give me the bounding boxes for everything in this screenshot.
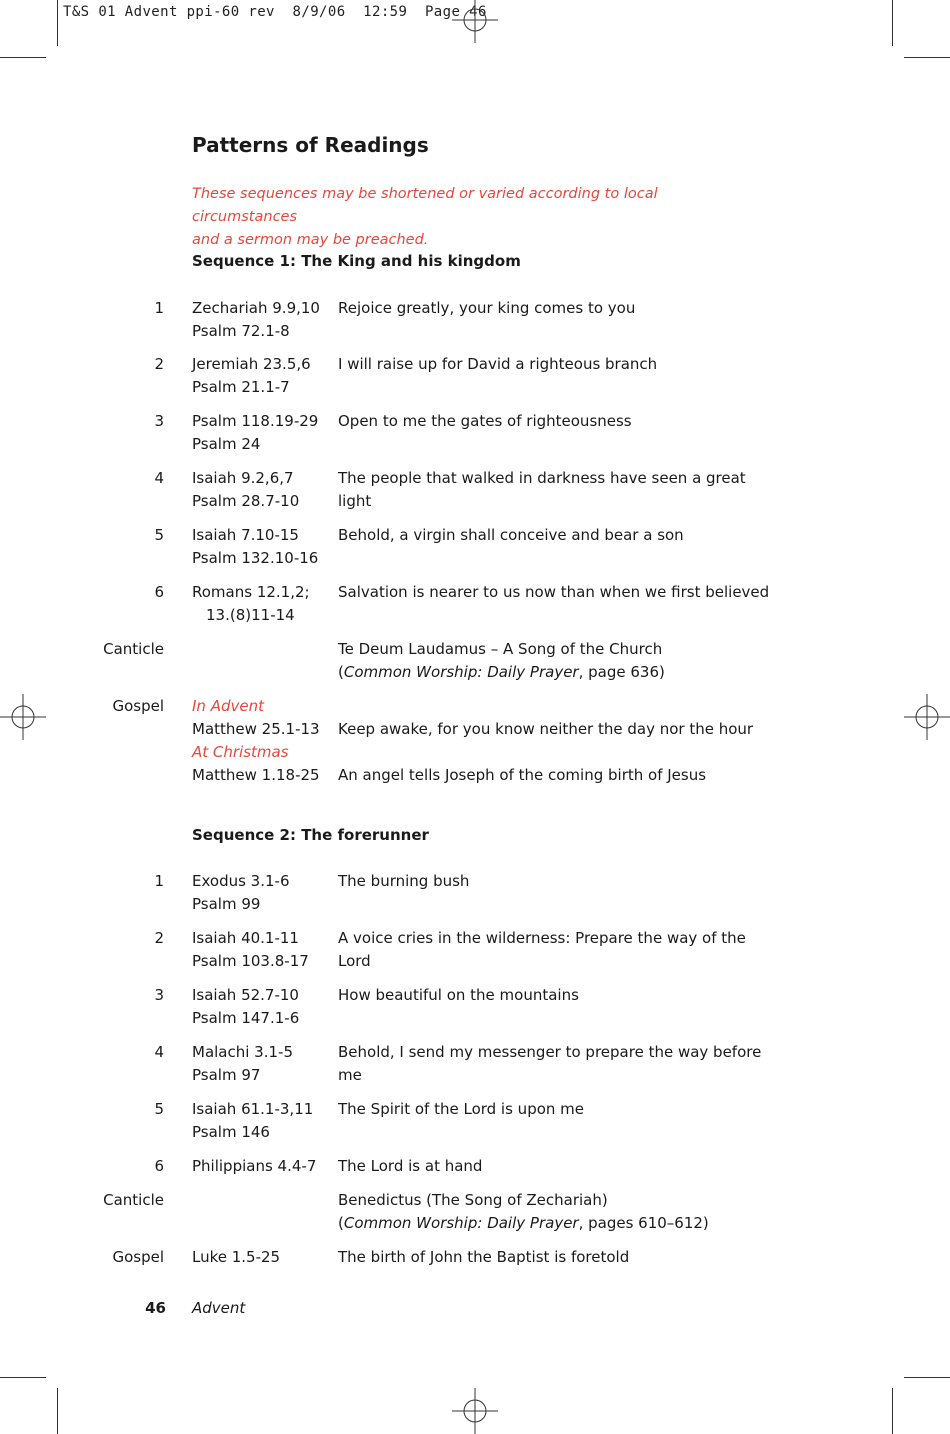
reading-refs — [192, 927, 327, 973]
print-slug: T&S 01 Advent ppi-60 rev 8/9/06 12:59 Page 46 — [63, 4, 487, 20]
reading-number: 3 — [154, 986, 164, 1004]
psalm-ref: Psalm 146 — [192, 1123, 270, 1141]
psalm-ref: Psalm 147.1-6 — [192, 1009, 300, 1027]
canticle-description — [338, 1189, 778, 1235]
reading-description: Rejoice greatly, your king comes to you — [338, 299, 636, 317]
crop-mark — [892, 1388, 893, 1434]
sequence-1-heading: Sequence 1: The King and his kingdom — [192, 252, 521, 270]
reading-refs — [192, 524, 327, 570]
crop-mark — [57, 0, 58, 46]
gospel-ref: Matthew 25.1-13 — [192, 720, 320, 738]
psalm-ref: Psalm 103.8-17 — [192, 952, 309, 970]
source-page: , page 636) — [578, 663, 665, 681]
running-footer: Advent — [192, 1299, 246, 1317]
reading-number: 5 — [154, 1100, 164, 1118]
source-title: Common Worship: Daily Prayer — [343, 1214, 579, 1232]
gospel-ref: Matthew 1.18-25 — [192, 766, 320, 784]
reading-number: 6 — [154, 1157, 164, 1175]
psalm-ref: Psalm 72.1-8 — [192, 322, 290, 340]
reading-description: How beautiful on the mountains — [338, 986, 579, 1004]
gospel-label: Gospel — [112, 1248, 164, 1266]
reading-refs — [192, 581, 327, 627]
gospel-ref: Luke 1.5-25 — [192, 1248, 281, 1266]
paren: ( — [338, 663, 344, 681]
reading-number: 2 — [154, 929, 164, 947]
reading-description: Behold, a virgin shall conceive and bear a son — [338, 526, 684, 544]
reading-number: 4 — [154, 1043, 164, 1061]
reading-ref: Isaiah 52.7-10 — [192, 986, 299, 1004]
reading-ref: Isaiah 40.1-11 — [192, 929, 299, 947]
gospel-description: An angel tells Joseph of the coming birth of Jesus — [338, 766, 707, 784]
source-title: Common Worship: Daily Prayer — [343, 663, 579, 681]
reading-ref: Isaiah 7.10-15 — [192, 526, 299, 544]
reading-description: The Spirit of the Lord is upon me — [338, 1100, 585, 1118]
reading-ref: Exodus 3.1-6 — [192, 872, 290, 890]
reading-ref: Zechariah 9.9,10 — [192, 299, 320, 317]
psalm-ref: Psalm 28.7-10 — [192, 492, 300, 510]
reading-description: The people that walked in darkness have seen a great light — [338, 469, 746, 510]
registration-mark-icon — [0, 694, 46, 740]
gospel-description: The birth of John the Baptist is foretold — [338, 1248, 630, 1266]
intro-note — [192, 183, 752, 252]
psalm-ref: Psalm 99 — [192, 895, 261, 913]
reading-refs — [192, 1155, 327, 1178]
canticle-label: Canticle — [103, 1191, 164, 1209]
reading-ref: Philippians 4.4-7 — [192, 1157, 317, 1175]
reading-description: Open to me the gates of righteousness — [338, 412, 632, 430]
reading-ref: Isaiah 9.2,6,7 — [192, 469, 294, 487]
season-label-advent: In Advent — [192, 697, 264, 715]
reading-refs — [192, 467, 327, 513]
gospel-label: Gospel — [112, 697, 164, 715]
reading-ref: Psalm 118.19-29 — [192, 412, 319, 430]
reading-number: 5 — [154, 526, 164, 544]
canticle-label: Canticle — [103, 640, 164, 658]
gospel-descriptions — [338, 695, 778, 787]
reading-number: 4 — [154, 469, 164, 487]
reading-number: 3 — [154, 412, 164, 430]
crop-mark — [57, 1388, 58, 1434]
canticle-title: Benedictus (The Song of Zechariah) — [338, 1191, 608, 1209]
gospel-refs — [192, 695, 327, 787]
crop-mark — [904, 57, 950, 58]
reading-refs — [192, 1041, 327, 1087]
reading-ref: Isaiah 61.1-3,11 — [192, 1100, 314, 1118]
psalm-ref: Psalm 97 — [192, 1066, 261, 1084]
crop-mark — [0, 57, 46, 58]
reading-description: The burning bush — [338, 872, 470, 890]
registration-mark-icon — [904, 694, 950, 740]
canticle-source — [338, 661, 778, 684]
crop-mark — [904, 1377, 950, 1378]
source-page: , pages 610–612) — [578, 1214, 709, 1232]
psalm-ref: Psalm 132.10-16 — [192, 549, 319, 567]
sequence-2-heading: Sequence 2: The forerunner — [192, 826, 429, 844]
registration-mark-icon — [452, 1388, 498, 1434]
reading-ref: Romans 12.1,2; — [192, 583, 310, 601]
reading-number: 6 — [154, 583, 164, 601]
paren: ( — [338, 1214, 344, 1232]
page-title: Patterns of Readings — [192, 133, 429, 157]
reading-refs — [192, 870, 327, 916]
reading-ref: Malachi 3.1-5 — [192, 1043, 293, 1061]
reading-description: Behold, I send my messenger to prepare the way before me — [338, 1043, 762, 1084]
registration-mark-icon — [452, 0, 498, 43]
gospel-description: Keep awake, for you know neither the day nor the hour — [338, 720, 754, 738]
reading-number: 1 — [154, 872, 164, 890]
psalm-ref: Psalm 21.1-7 — [192, 378, 290, 396]
reading-number: 1 — [154, 299, 164, 317]
page-number: 46 — [145, 1299, 166, 1317]
intro-line: and a sermon may be preached. — [192, 232, 429, 248]
reading-description: I will raise up for David a righteous branch — [338, 355, 658, 373]
season-label-christmas: At Christmas — [192, 743, 289, 761]
crop-mark — [0, 1377, 46, 1378]
canticle-source — [338, 1212, 778, 1235]
reading-description: A voice cries in the wilderness: Prepare the way of the Lord — [338, 929, 746, 970]
reading-refs — [192, 353, 327, 399]
reading-ref: Jeremiah 23.5,6 — [192, 355, 311, 373]
crop-mark — [892, 0, 893, 46]
reading-ref-continued: 13.(8)11-14 — [206, 606, 295, 624]
reading-refs — [192, 1098, 327, 1144]
psalm-ref: Psalm 24 — [192, 435, 261, 453]
reading-refs — [192, 297, 327, 343]
canticle-title: Te Deum Laudamus – A Song of the Church — [338, 640, 663, 658]
reading-refs — [192, 410, 327, 456]
reading-number: 2 — [154, 355, 164, 373]
reading-description: Salvation is nearer to us now than when we first believed — [338, 583, 770, 601]
reading-description: The Lord is at hand — [338, 1157, 483, 1175]
intro-line: These sequences may be shortened or varied according to local circumstances — [192, 186, 658, 225]
reading-refs — [192, 984, 327, 1030]
canticle-description — [338, 638, 778, 684]
